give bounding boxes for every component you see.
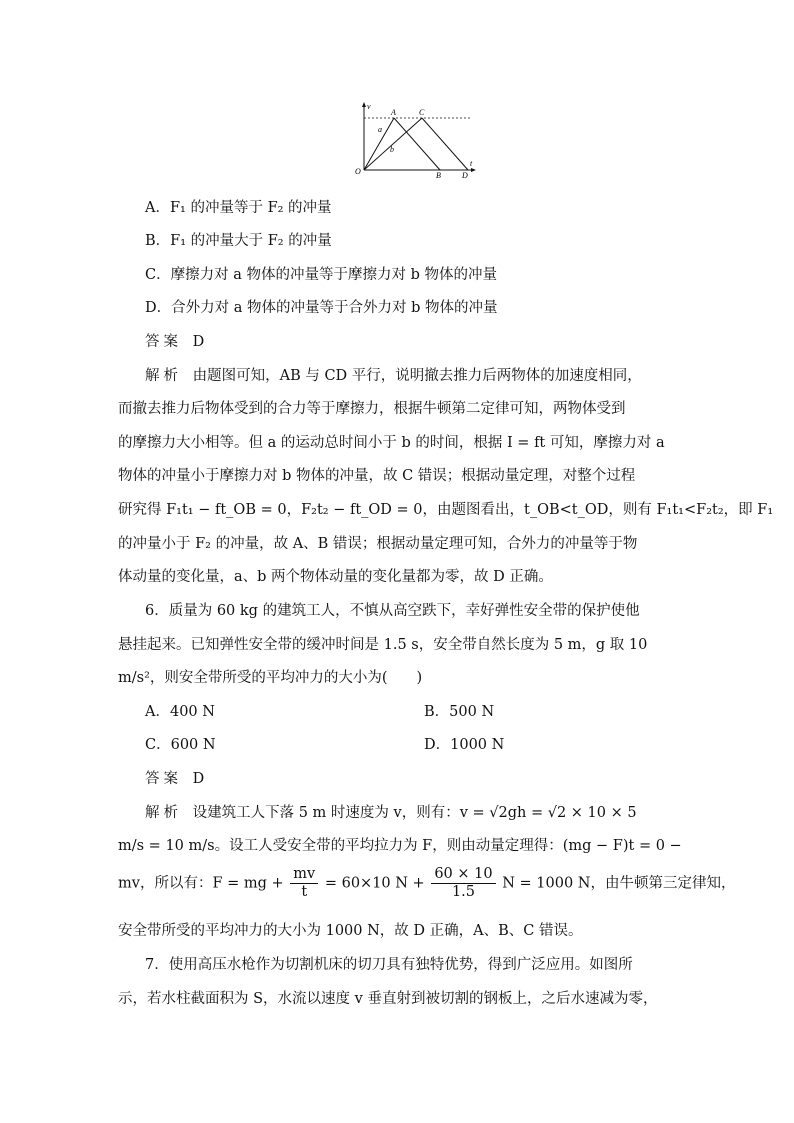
- prev-analysis-line-7: 体动量的变化量，a、b 两个物体动量的变化量都为零，故 D 正确。: [118, 569, 553, 585]
- fraction-numerator: mv: [290, 866, 318, 884]
- q6-analysis-line-1: [145, 803, 715, 823]
- q6-option-B: B．500 N: [424, 704, 495, 720]
- formula-part-1: mv，所以有：F = mg +: [118, 875, 284, 892]
- prev-analysis-line-5: 研究得 F₁t₁ − ft_OB = 0，F₂t₂ − ft_OD = 0，由题图看出，t_OB<t_OD，则有 F₁t₁<F₂t₂，即 F₁: [118, 502, 774, 518]
- formula-part-2: = 60×10 N +: [324, 875, 425, 892]
- option-D: D．合外力对 a 物体的冲量等于合外力对 b 物体的冲量: [145, 300, 498, 316]
- fraction-numerator: 60 × 10: [431, 866, 495, 884]
- fraction-600-over-1-5: [431, 866, 495, 901]
- q6-stem-line-3: m/s²，则安全带所受的平均冲力的大小为( ): [118, 670, 423, 686]
- answer-value: D: [192, 334, 205, 350]
- line-b-label: b: [390, 145, 394, 154]
- prev-analysis-line-6: 的冲量小于 F₂ 的冲量，故 A、B 错误；根据动量定理可知，合外力的冲量等于物: [118, 536, 638, 552]
- q6-option-D: D．1000 N: [424, 737, 505, 753]
- q6-analysis-line-4: 安全带所受的平均冲力的大小为 1000 N，故 D 正确，A、B、C 错误。: [118, 923, 583, 939]
- fraction-denominator: t: [301, 884, 308, 900]
- point-B-label: B: [436, 171, 441, 178]
- prev-answer: [145, 332, 715, 352]
- q6-stem-line-2: 悬挂起来。已知弹性安全带的缓冲时间是 1.5 s，安全带自然长度为 5 m，g 取 10: [118, 637, 648, 653]
- q6-analysis-line-2: m/s = 10 m/s。设工人受安全带的平均拉力为 F，则由动量定理得：(mg − F)t = 0 −: [118, 838, 682, 854]
- point-A-label: A: [391, 108, 396, 117]
- q7-stem-line-1: 7．使用高压水枪作为切割机床的切刀具有独特优势，得到广泛应用。如图所: [145, 957, 633, 973]
- prev-analysis-line-3: 的摩擦力大小相等。但 a 的运动总时间小于 b 的时间，根据 I = ft 可知，摩擦力对 a: [118, 435, 665, 451]
- answer-label: 答案: [145, 334, 182, 350]
- line-OC: [364, 118, 422, 170]
- fraction-mv-over-t: [290, 866, 318, 901]
- answer-label: 答案: [145, 771, 182, 787]
- prev-analysis-line-1: [145, 366, 715, 386]
- analysis-label: 解析: [145, 368, 182, 384]
- origin-label: O: [355, 167, 361, 176]
- formula-part-3: N = 1000 N，由牛顿第三定律知，: [502, 875, 736, 892]
- q7-stem-line-2: 示，若水柱截面积为 S，水流以速度 v 垂直射到被切割的钢板上，之后水速减为零，: [118, 991, 658, 1007]
- line-a-label: a: [378, 125, 382, 134]
- analysis-text: 设建筑工人下落 5 m 时速度为 v，则有：v = √2gh = √2 × 10 × 5: [192, 805, 637, 821]
- axis-t-label: t: [470, 159, 473, 168]
- q6-option-A: A．400 N: [145, 704, 215, 720]
- option-A: A．F₁ 的冲量等于 F₂ 的冲量: [145, 200, 332, 216]
- vt-graph-figure: [352, 100, 478, 178]
- answer-value: D: [192, 771, 205, 787]
- q6-option-C: C．600 N: [145, 737, 216, 753]
- fraction-denominator: 1.5: [451, 884, 475, 900]
- option-B: B．F₁ 的冲量大于 F₂ 的冲量: [145, 233, 332, 249]
- line-AB: [394, 118, 440, 170]
- q6-answer: [145, 769, 715, 789]
- analysis-text: 由题图可知，AB 与 CD 平行，说明撤去推力后两物体的加速度相同，: [192, 368, 642, 384]
- q6-stem-line-1: 6．质量为 60 kg 的建筑工人，不慎从高空跌下，幸好弹性安全带的保护使他: [145, 603, 640, 619]
- line-CD: [422, 118, 468, 170]
- prev-analysis-line-4: 物体的冲量小于摩擦力对 b 物体的冲量，故 C 错误；根据动量定理，对整个过程: [118, 468, 636, 484]
- analysis-label: 解析: [145, 805, 182, 821]
- axis-v-label: v: [367, 102, 371, 111]
- q6-analysis-line-3: [118, 866, 736, 901]
- prev-analysis-line-2: 而撤去推力后物体受到的合力等于摩擦力，根据牛顿第二定律可知，两物体受到: [118, 401, 626, 417]
- point-C-label: C: [419, 108, 425, 117]
- point-D-label: D: [462, 171, 468, 178]
- option-C: C．摩擦力对 a 物体的冲量等于摩擦力对 b 物体的冲量: [145, 267, 497, 283]
